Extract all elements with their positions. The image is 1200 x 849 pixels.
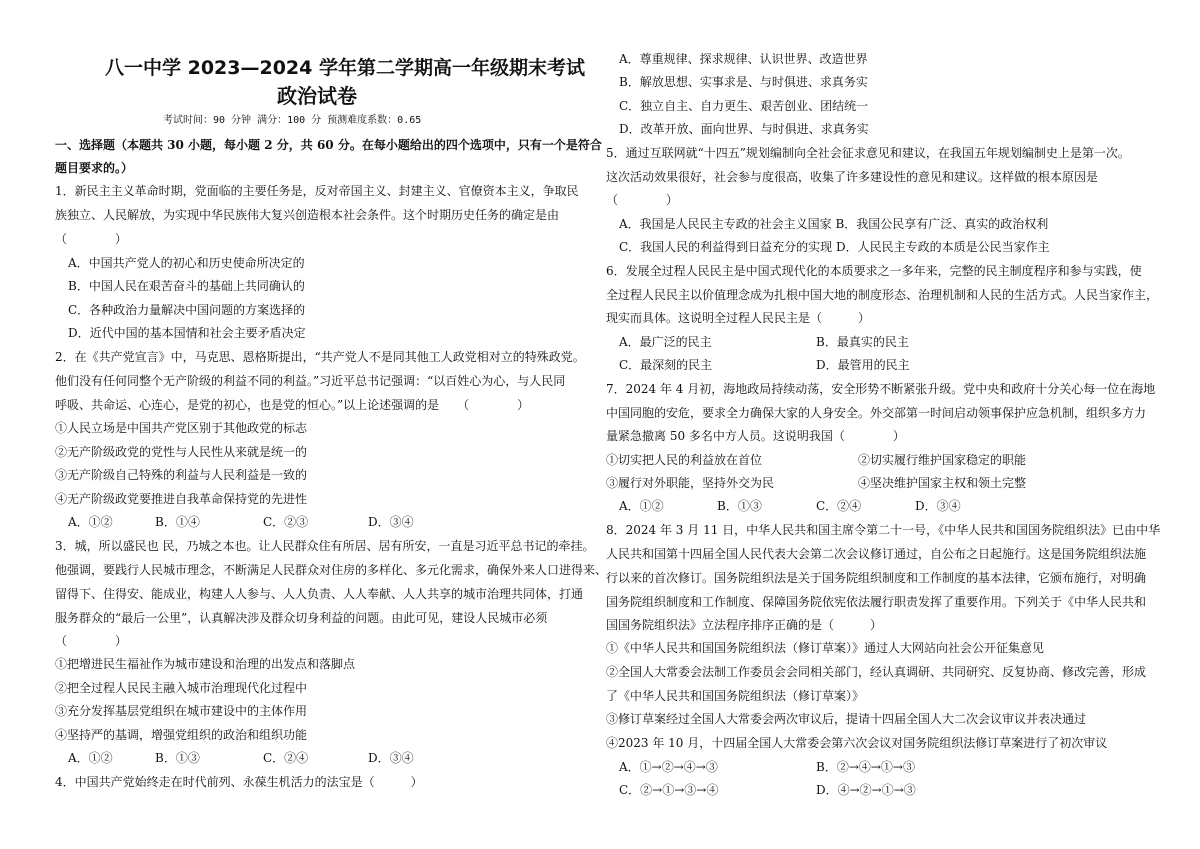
q8-item: ④2023 年 10 月，十四届全国人大常委会第六次会议对国务院组织法修订草案进行了初次审议 xyxy=(606,736,1108,750)
q3-option-d: D．③④ xyxy=(368,751,414,765)
q6-stem-line: 现实而具体。这说明全过程人民民主是（ ） xyxy=(606,311,871,325)
q2-option-b: B．①④ xyxy=(155,515,200,529)
q3-item: ①把增进民生福祉作为城市建设和治理的出发点和落脚点 xyxy=(55,657,356,671)
q7-option-d: D．③④ xyxy=(915,499,961,513)
q5-stem-line: 这次活动效果很好，社会参与度很高，收集了许多建设性的意见和建议。这样做的根本原因是 xyxy=(606,170,1099,184)
q4-option-c: C．独立自主、自力更生、艰苦创业、团结统一 xyxy=(619,99,869,113)
q8-option-c: C．②→①→③→④ xyxy=(619,783,719,797)
q1-option-a: A．中国共产党人的初心和历史使命所决定的 xyxy=(68,256,305,270)
q5-options-row1: A．我国是人民民主专政的社会主义国家 B．我国公民享有广泛、真实的政治权利 xyxy=(619,217,1049,231)
q1-option-b: B．中国人民在艰苦奋斗的基础上共同确认的 xyxy=(68,279,305,293)
q6-option-a: A．最广泛的民主 xyxy=(619,335,712,349)
q2-stem-line: 2．在《共产党宣言》中，马克思、恩格斯提出，“共产党人不是同其他工人政党相对立的特殊政党。 xyxy=(55,350,585,364)
q7-stem-line: 中国同胞的安危，要求全力确保大家的人身安全。外交部第一时间启动领事保护应急机制，组织多方力 xyxy=(606,406,1147,420)
q2-option-a: A．①② xyxy=(68,515,113,529)
q8-item: ②全国人大常委会法制工作委员会会同相关部门，经认真调研、共同研究、反复协商、修改完善，形成 xyxy=(606,665,1147,679)
q7-item: ①切实把人民的利益放在首位 xyxy=(606,453,763,467)
exam-meta: 考试时间：90 分钟 满分：100 分 预测难度系数：0.65 xyxy=(163,115,422,126)
exam-subtitle: 政治试卷 xyxy=(277,84,357,108)
q4-stem-line: 4．中国共产党始终走在时代前列、永葆生机活力的法宝是（ ） xyxy=(55,775,423,789)
q7-stem-line: 7．2024 年 4 月初，海地政局持续动荡，安全形势不断紧张升级。党中央和政府十分关心每一位在海地 xyxy=(606,382,1156,396)
q7-item: ④坚决维护国家主权和领土完整 xyxy=(858,476,1027,490)
q1-option-c: C．各种政治力量解决中国问题的方案选择的 xyxy=(68,303,306,317)
q1-stem-line: 1．新民主主义革命时期，党面临的主要任务是，反对帝国主义、封建主义、官僚资本主义，争取民 xyxy=(55,184,579,198)
q7-option-a: A．①② xyxy=(619,499,664,513)
q2-option-d: D．③④ xyxy=(368,515,414,529)
q7-item: ②切实履行维护国家稳定的职能 xyxy=(858,453,1027,467)
q3-stem-line: （ ） xyxy=(55,634,128,648)
q3-option-c: C．②④ xyxy=(263,751,309,765)
q4-option-d: D．改革开放、面向世界、与时俱进、求真务实 xyxy=(619,122,869,136)
q8-stem-line: 国务院组织制度和工作制度、保障国务院依宪依法履行职责发挥了重要作用。下列关于《中华人民共和 xyxy=(606,595,1147,609)
q5-options-row2: C．我国人民的利益得到日益充分的实现 D．人民民主专政的本质是公民当家作主 xyxy=(619,240,1050,254)
q8-item: ③修订草案经过全国人大常委会两次审议后，提请十四届全国人大二次会议审议并表决通过 xyxy=(606,712,1087,726)
section-heading-line2: 题目要求的。） xyxy=(55,161,134,175)
q3-item: ②把全过程人民民主融入城市治理现代化过程中 xyxy=(55,681,308,695)
q2-stem-line: 呼吸、共命运、心连心，是党的初心，也是党的恒心。”以上论述强调的是 （ ） xyxy=(55,398,530,412)
q2-item: ③无产阶级自己特殊的利益与人民利益是一致的 xyxy=(55,468,308,482)
q1-stem-line: 族独立、人民解放，为实现中华民族伟大复兴创造根本社会条件。这个时期历史任务的确定是由 xyxy=(55,208,560,222)
q1-stem-line: （ ） xyxy=(55,232,128,246)
q3-option-b: B．①③ xyxy=(155,751,200,765)
q8-item: 了《中华人民共和国国务院组织法（修订草案）》 xyxy=(606,689,865,703)
q8-option-d: D．④→②→①→③ xyxy=(816,783,916,797)
q3-stem-line: 服务群众的“最后一公里”，认真解决涉及群众切身利益的问题。由此可见，建设人民城市必须 xyxy=(55,611,548,625)
q6-option-b: B．最真实的民主 xyxy=(816,335,909,349)
q2-item: ②无产阶级政党的党性与人民性从来就是统一的 xyxy=(55,445,308,459)
q7-item: ③履行对外职能，坚持外交为民 xyxy=(606,476,775,490)
q3-item: ④坚持严的基调，增强党组织的政治和组织功能 xyxy=(55,728,308,742)
q7-option-b: B．①③ xyxy=(717,499,762,513)
q3-stem-line: 3．城，所以盛民也 民，乃城之本也。让人民群众住有所居、居有所安，一直是习近平总书记的牵挂。 xyxy=(55,539,595,553)
q2-option-c: C．②③ xyxy=(263,515,309,529)
section-heading-line1: 一、选择题（本题共 30 小题，每小题 2 分，共 60 分。在每小题给出的四个选项中，只有一个是符合 xyxy=(55,138,602,152)
q8-option-a: A．①→②→④→③ xyxy=(619,760,718,774)
q4-option-a: A．尊重规律、探求规律、认识世界、改造世界 xyxy=(619,52,868,66)
q3-item: ③充分发挥基层党组织在城市建设中的主体作用 xyxy=(55,704,308,718)
q3-option-a: A．①② xyxy=(68,751,113,765)
q6-stem-line: 6．发展全过程人民民主是中国式现代化的本质要求之一多年来，完整的民主制度程序和参与实践，使 xyxy=(606,264,1142,278)
q1-option-d: D．近代中国的基本国情和社会主要矛盾决定 xyxy=(68,326,306,340)
q3-stem-line: 他强调，要践行人民城市理念，不断满足人民群众对住房的多样化、多元化需求，确保外来人口进得来、 xyxy=(55,563,608,577)
q2-item: ①人民立场是中国共产党区别于其他政党的标志 xyxy=(55,421,308,435)
q6-option-d: D．最管用的民主 xyxy=(816,358,910,372)
q6-stem-line: 全过程人民民主以价值理念成为扎根中国大地的制度形态、治理机制和人民的生活方式。人民当家作主， xyxy=(606,288,1159,302)
q2-item: ④无产阶级政党要推进自我革命保持党的先进性 xyxy=(55,492,308,506)
q8-stem-line: 行以来的首次修订。国务院组织法是关于国务院组织制度和工作制度的基本法律，它颁布施行，对明确 xyxy=(606,571,1147,585)
q8-stem-line: 国国务院组织法》立法程序排序正确的是（ ） xyxy=(606,618,883,632)
q4-option-b: B．解放思想、实事求是、与时俱进、求真务实 xyxy=(619,75,868,89)
q5-stem-line: 5．通过互联网就“十四五”规划编制向全社会征求意见和建议，在我国五年规划编制史上是第一次。 xyxy=(606,146,1130,160)
q7-option-c: C．②④ xyxy=(816,499,862,513)
q8-stem-line: 人民共和国第十四届全国人民代表大会第二次会议修订通过，自公布之日起施行。这是国务院组织法施 xyxy=(606,547,1147,561)
q5-stem-line: （ ） xyxy=(606,193,679,207)
q8-item: ①《中华人民共和国国务院组织法（修订草案）》通过人大网站向社会公开征集意见 xyxy=(606,641,1045,655)
q7-stem-line: 量紧急撤离 50 多名中方人员。这说明我国（ ） xyxy=(606,429,905,443)
q2-stem-line: 他们没有任何同整个无产阶级的利益不同的利益。”习近平总书记强调：“以百姓心为心，与人民同 xyxy=(55,374,566,388)
exam-title: 八一中学 2023—2024 学年第二学期高一年级期末考试 xyxy=(105,57,585,79)
q6-option-c: C．最深刻的民主 xyxy=(619,358,713,372)
q3-stem-line: 留得下、住得安、能成业，构建人人参与、人人负责、人人奉献、人人共享的城市治理共同体，打通 xyxy=(55,587,584,601)
q8-option-b: B．②→④→①→③ xyxy=(816,760,915,774)
q8-stem-line: 8．2024 年 3 月 11 日，中华人民共和国主席令第二十一号，《中华人民共和国国务院组织法》已由中华 xyxy=(606,523,1161,537)
